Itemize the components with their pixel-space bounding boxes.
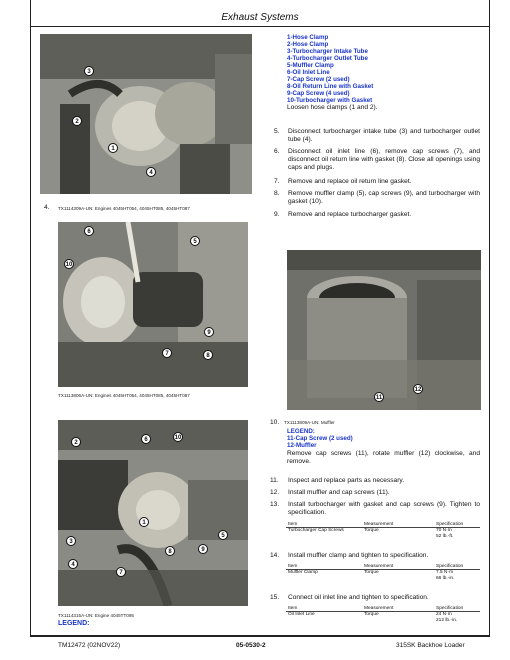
callout-7: 7 <box>162 348 172 358</box>
step-8: 8. Remove muffler clamp (5), cap screws (9), and turbocharger with gasket (10). <box>274 190 480 205</box>
legend-item: 12-Muffler <box>287 442 317 449</box>
callout-1: 1 <box>139 517 149 527</box>
step-9: 9. Remove and replace turbocharger gasket. <box>274 211 412 218</box>
callout-10: 10 <box>173 432 183 442</box>
callout-5: 5 <box>218 530 228 540</box>
callout-9: 9 <box>198 544 208 554</box>
footer-page-number: 05-0530-2 <box>236 642 266 649</box>
page-header: Exhaust Systems <box>221 12 299 23</box>
callout-3: 3 <box>66 536 76 546</box>
step-10-text: Remove cap screws (11), rotate muffler (12) clockwise, and remove. <box>287 450 480 465</box>
step-14: 14. Install muffler clamp and tighten to specification. <box>270 552 429 559</box>
step-7: 7. Remove and replace oil return line gasket. <box>274 178 412 185</box>
step-12: 12. Install muffler and cap screws (11). <box>270 489 390 496</box>
callout-5: 5 <box>190 236 200 246</box>
legend-item: 10-Turbocharger with Gasket <box>287 97 373 104</box>
callout-8: 8 <box>165 546 175 556</box>
spec-table-turbo: Item Measurement Specification Turbocharger Cap Screws Torque 70 N·m 52 lb.-ft. <box>286 522 480 539</box>
callout-10: 10 <box>64 259 74 269</box>
callout-7: 7 <box>116 567 126 577</box>
callout-11: 11 <box>374 392 384 402</box>
callout-2: 2 <box>71 437 81 447</box>
figure-caption-4: TX1114315A-UN: Engine 4045TT095 <box>58 613 134 618</box>
footer-doc-id: TM12472 (02NOV22) <box>58 642 121 649</box>
legend-item: 6-Oil Inlet Line <box>287 69 330 76</box>
callout-2: 2 <box>72 116 82 126</box>
callout-4: 4 <box>146 167 156 177</box>
footer-model: 315SK Backhoe Loader <box>396 642 465 649</box>
step-15: 15. Connect oil inlet line and tighten to specification. <box>270 594 429 601</box>
figure-caption-2: TX1113806A-UN: Engines 4045HT054, 4045HT085, 4045HT087 <box>58 393 190 398</box>
legend-title: LEGEND: <box>58 620 90 627</box>
callout-3: 3 <box>84 66 94 76</box>
callout-8: 8 <box>203 350 213 360</box>
step-6: 6. Disconnect oil inlet line (6), remove cap screws (7), and disconnect oil return line with gasket (8). Close all openings using caps and plugs. <box>274 148 480 171</box>
legend-title: LEGEND: <box>287 428 315 435</box>
figure-caption-1: TX1114309A-UN: Engines 4045HT054, 4045HT085, 4045HT087 <box>58 206 190 211</box>
legend-item: 5-Muffler Clamp <box>287 62 334 69</box>
legend-item: 11-Cap Screw (2 used) <box>287 435 353 442</box>
figure-caption-3: TX1113809A-UN: Muffler <box>284 420 335 425</box>
legend-note: Loosen hose clamps (1 and 2). <box>287 104 378 111</box>
header-rule <box>30 26 490 27</box>
muffler-photo <box>287 250 481 410</box>
step-5: 5. Disconnect turbocharger intake tube (3) and turbocharger outlet tube (4). <box>274 128 480 143</box>
legend-bottom <box>58 620 90 627</box>
turbocharger-photo-3 <box>58 420 248 606</box>
callout-12: 12 <box>413 384 423 394</box>
legend-item: 7-Cap Screw (2 used) <box>287 76 350 83</box>
legend-step10 <box>287 428 477 449</box>
callout-6: 6 <box>141 434 151 444</box>
legend-item: 4-Turbocharger Outlet Tube <box>287 55 368 62</box>
callout-9: 9 <box>204 327 214 337</box>
legend-item: 8-Oil Return Line with Gasket <box>287 83 374 90</box>
callout-1: 1 <box>108 143 118 153</box>
turbocharger-photo-2 <box>58 222 248 387</box>
legend-item: 9-Cap Screw (4 used) <box>287 90 350 97</box>
step-4-number: 4. <box>44 204 50 211</box>
spec-table-muffler-clamp: Item Measurement Specification Muffler Clamp Torque 7.5 N·m 66 lb.-in. <box>286 564 480 581</box>
callout-6: 6 <box>84 226 94 236</box>
legend-item: 2-Hose Clamp <box>287 41 329 48</box>
legend-item: 1-Hose Clamp <box>287 34 329 41</box>
callout-4: 4 <box>68 559 78 569</box>
step-10: 10. TX1113809A-UN: Muffler <box>270 419 335 426</box>
spec-table-oil-inlet: Item Measurement Specification Oil Inlet Line Torque 24 N·m 212 lb.-in. <box>286 606 480 623</box>
footer-rule <box>30 636 490 637</box>
legend-item: 3-Turbocharger Intake Tube <box>287 48 368 55</box>
legend-parts <box>287 34 477 112</box>
step-13: 13. Install turbocharger with gasket and cap screws (9). Tighten to specification. <box>270 501 480 516</box>
step-11: 11. Inspect and replace parts as necessary. <box>270 477 405 484</box>
